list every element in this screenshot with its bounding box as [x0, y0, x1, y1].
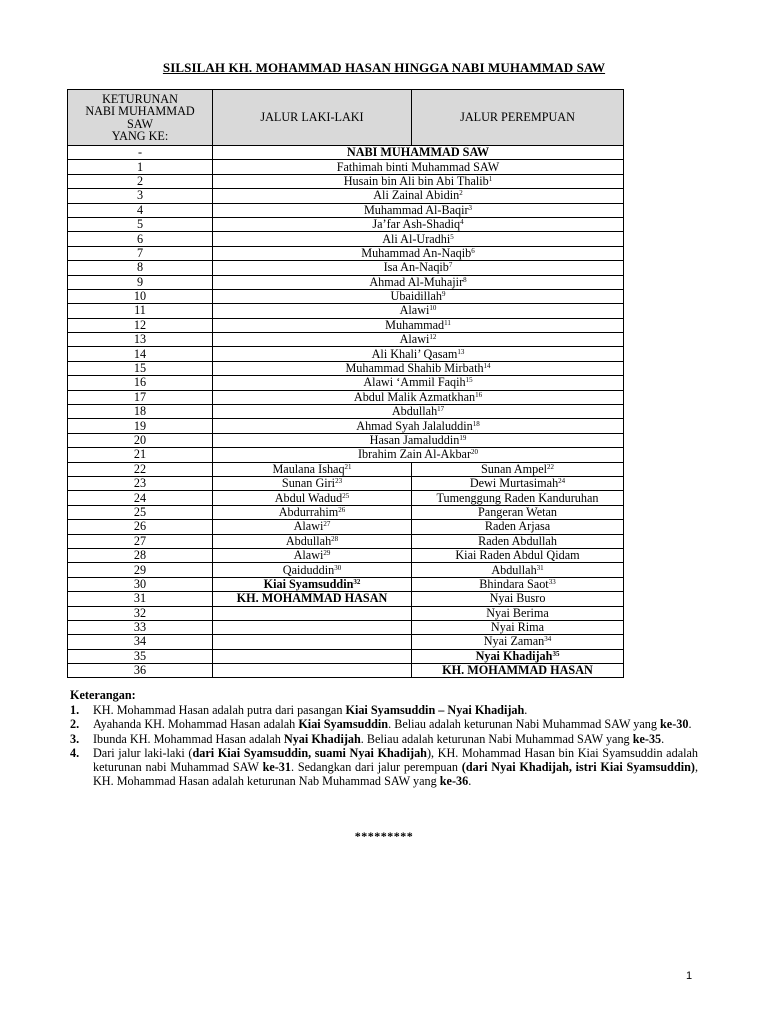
- female-line-name: KH. MOHAMMAD HASAN: [412, 664, 624, 678]
- ancestor-name: Ali Zainal Abidin$^2$: [213, 189, 624, 203]
- table-row: [68, 203, 624, 217]
- notes-section: [70, 688, 698, 788]
- table-row: [68, 333, 624, 347]
- female-line-name: Sunan Ampel$^{22}$: [412, 462, 624, 476]
- descendant-number: 3: [68, 189, 213, 203]
- ancestor-name: Abdul Malik Azmatkhan$^{16}$: [213, 390, 624, 404]
- ancestor-name: Ibrahim Zain Al-Akbar$^{20}$: [213, 448, 624, 462]
- table-row: [68, 246, 624, 260]
- table-row: [68, 405, 624, 419]
- footnote-ref: 24: [558, 477, 566, 486]
- descendant-number: 28: [68, 548, 213, 562]
- footnote-ref: 23: [335, 477, 343, 486]
- footnote-ref: 7: [448, 261, 453, 270]
- table-row: [68, 361, 624, 375]
- note-number: 3.: [70, 731, 80, 746]
- footnote-ref: 4: [460, 218, 464, 227]
- header-line: SAW: [126, 116, 154, 131]
- descendant-number: 11: [68, 304, 213, 318]
- table-row: [68, 304, 624, 318]
- footnote-ref: 26: [338, 505, 346, 514]
- footnote-ref: 21: [344, 462, 352, 471]
- header-descendant-number: [68, 90, 213, 146]
- female-line-name: Nyai Khadijah$^{35}$: [412, 649, 624, 663]
- male-line-name: Abdul Wadud$^{25}$: [213, 491, 412, 505]
- table-row: [68, 217, 624, 231]
- footnote-ref: 27: [323, 520, 331, 529]
- female-line-name: Raden Arjasa: [412, 520, 624, 534]
- table-row: [68, 606, 624, 620]
- female-line-name: Dewi Murtasimah$^{24}$: [412, 476, 624, 490]
- footnote-ref: 5: [450, 232, 454, 241]
- descendant-number: 33: [68, 620, 213, 634]
- female-line-name: Kiai Raden Abdul Qidam: [412, 548, 624, 562]
- footnote-ref: 16: [475, 390, 483, 399]
- header-line: YANG KE:: [111, 129, 169, 143]
- descendant-number: 1: [68, 160, 213, 174]
- descendant-number: 26: [68, 520, 213, 534]
- header-line: KETURUNAN: [102, 91, 178, 106]
- end-marker: *********: [354, 829, 414, 843]
- footnote-ref: 6: [471, 246, 475, 255]
- footnote-ref: 20: [471, 448, 479, 457]
- descendant-number: 23: [68, 476, 213, 490]
- footnote-ref: 22: [547, 462, 554, 471]
- note-text: KH. Mohammad Hasan adalah putra dari pasangan Kiai Syamsuddin – Nyai Khadijah.: [93, 703, 528, 718]
- footnote-ref: 33: [548, 577, 556, 586]
- table-row: [68, 491, 624, 505]
- male-line-name: Alawi$^{27}$: [213, 520, 412, 534]
- male-line-name: Kiai Syamsuddin$^{32}$: [213, 577, 412, 591]
- ancestor-name: Ahmad Al-Muhajir$^8$: [213, 275, 624, 289]
- descendant-number: 34: [68, 635, 213, 649]
- table-row: [68, 261, 624, 275]
- ancestor-name: Hasan Jamaluddin$^{19}$: [213, 433, 624, 447]
- male-line-name: Sunan Giri$^{23}$: [213, 476, 412, 490]
- male-line-name: Maulana Ishaq$^{21}$: [213, 462, 412, 476]
- descendant-number: 20: [68, 433, 213, 447]
- descendant-number: 10: [68, 289, 213, 303]
- footnote-ref: 35: [552, 649, 560, 658]
- table-row: [68, 189, 624, 203]
- table-row: [68, 275, 624, 289]
- header-line: NABI MUHAMMAD: [85, 104, 195, 118]
- table-row: [68, 318, 624, 332]
- ancestor-name: Ali Al-Uradhi$^5$: [213, 232, 624, 246]
- footnote-ref: 9: [441, 290, 446, 299]
- footnote-ref: 30: [334, 563, 342, 572]
- table-row: [68, 620, 624, 634]
- descendant-number: -: [68, 146, 213, 160]
- ancestor-name: Muhammad$^{11}$: [213, 318, 624, 332]
- table-row: [68, 232, 624, 246]
- female-line-name: Nyai Busro: [412, 592, 624, 606]
- female-line-name: Tumenggung Raden Kanduruhan: [412, 491, 624, 505]
- note-item: [70, 717, 698, 731]
- descendant-number: 35: [68, 649, 213, 663]
- female-line-name: Abdullah$^{31}$: [412, 563, 624, 577]
- table-row: [68, 174, 624, 188]
- descendant-number: 17: [68, 390, 213, 404]
- descendant-number: 30: [68, 577, 213, 591]
- male-line-name: Qaiduddin$^{30}$: [213, 563, 412, 577]
- male-line-name: [213, 620, 412, 634]
- footnote-ref: 29: [323, 549, 331, 558]
- footnote-ref: 8: [463, 275, 467, 284]
- footnote-ref: 13: [457, 347, 465, 356]
- descendant-number: 15: [68, 361, 213, 375]
- footnote-ref: 28: [331, 534, 339, 543]
- note-number: 2.: [70, 717, 80, 732]
- ancestor-name: Muhammad An-Naqib$^6$: [213, 246, 624, 260]
- table-row: [68, 520, 624, 534]
- descendant-number: 22: [68, 462, 213, 476]
- ancestor-name: Ahmad Syah Jalaluddin$^{18}$: [213, 419, 624, 433]
- descendant-number: 8: [68, 261, 213, 275]
- note-number: 4.: [70, 745, 80, 760]
- descendant-number: 24: [68, 491, 213, 505]
- note-text: Ibunda KH. Mohammad Hasan adalah Nyai Khadijah. Beliau adalah keturunan Nabi Muhammad SAW yang ke-35.: [93, 731, 665, 746]
- footnote-ref: 10: [429, 304, 437, 313]
- table-row: [68, 462, 624, 476]
- ancestor-name: Alawi ‘Ammil Faqih$^{15}$: [213, 376, 624, 390]
- page-number: 1: [686, 970, 693, 982]
- male-line-name: Abdullah$^{28}$: [213, 534, 412, 548]
- male-line-name: [213, 649, 412, 663]
- footnote-ref: 17: [437, 405, 445, 414]
- descendant-number: 36: [68, 664, 213, 678]
- female-line-name: Nyai Berima: [412, 606, 624, 620]
- male-line-name: [213, 606, 412, 620]
- footnote-ref: 31: [536, 563, 544, 572]
- table-row: [68, 433, 624, 447]
- table-row: [68, 664, 624, 678]
- table-row: [68, 146, 624, 160]
- descendant-number: 12: [68, 318, 213, 332]
- notes-heading: Keterangan:: [70, 688, 136, 702]
- ancestor-name: Muhammad Shahib Mirbath$^{14}$: [213, 361, 624, 375]
- table-row: [68, 649, 624, 663]
- table-row: [68, 548, 624, 562]
- footnote-ref: 1: [488, 174, 493, 183]
- descendant-number: 6: [68, 232, 213, 246]
- footnote-ref: 12: [429, 333, 437, 342]
- descendant-number: 7: [68, 246, 213, 260]
- table-row: [68, 635, 624, 649]
- ancestor-name: Ubaidillah$^9$: [213, 289, 624, 303]
- female-line-name: Nyai Zaman$^{34}$: [412, 635, 624, 649]
- descendant-number: 16: [68, 376, 213, 390]
- female-line-name: Bhindara Saot$^{33}$: [412, 577, 624, 591]
- table-row: [68, 160, 624, 174]
- footnote-ref: 19: [459, 434, 467, 442]
- table-row: [68, 476, 624, 490]
- descendant-number: 32: [68, 606, 213, 620]
- table-row: [68, 563, 624, 577]
- female-line-name: Raden Abdullah: [412, 534, 624, 548]
- note-number: 1.: [70, 703, 80, 718]
- descendant-number: 31: [68, 592, 213, 606]
- table-row: [68, 534, 624, 548]
- descendant-number: 13: [68, 333, 213, 347]
- descendant-number: 9: [68, 275, 213, 289]
- table-row: [68, 592, 624, 606]
- female-line-name: Nyai Rima: [412, 620, 624, 634]
- descendant-number: 4: [68, 203, 213, 217]
- ancestor-name: Alawi$^{10}$: [213, 304, 624, 318]
- note-item: [70, 703, 698, 717]
- male-line-name: [213, 664, 412, 678]
- note-text: Ayahanda KH. Mohammad Hasan adalah Kiai Syamsuddin. Beliau adalah keturunan Nabi Muhammad SAW yang ke-30.: [93, 717, 692, 732]
- ancestor-name: NABI MUHAMMAD SAW: [213, 146, 624, 160]
- note-item: [70, 732, 698, 746]
- descendant-number: 19: [68, 419, 213, 433]
- descendant-number: 18: [68, 405, 213, 419]
- header-male-line: JALUR LAKI-LAKI: [213, 90, 412, 146]
- header-female-line: JALUR PEREMPUAN: [412, 90, 624, 146]
- table-row: [68, 289, 624, 303]
- table-row: [68, 419, 624, 433]
- ancestor-name: Fathimah binti Muhammad SAW: [213, 160, 624, 174]
- footnote-ref: 14: [483, 362, 491, 371]
- ancestor-name: Alawi$^{12}$: [213, 333, 624, 347]
- descendant-number: 27: [68, 534, 213, 548]
- ancestor-name: Isa An-Naqib$^7$: [213, 261, 624, 275]
- footnote-ref: 25: [342, 491, 350, 500]
- male-line-name: [213, 635, 412, 649]
- genealogy-table: [67, 89, 624, 678]
- descendant-number: 2: [68, 174, 213, 188]
- male-line-name: Alawi$^{29}$: [213, 548, 412, 562]
- female-line-name: Pangeran Wetan: [412, 505, 624, 519]
- ancestor-name: Ja’far Ash-Shadiq$^4$: [213, 217, 624, 231]
- footnote-ref: 2: [459, 189, 463, 198]
- footnote-ref: 3: [468, 203, 473, 212]
- ancestor-name: Abdullah$^{17}$: [213, 405, 624, 419]
- note-item: [70, 746, 698, 789]
- ancestor-name: Husain bin Ali bin Abi Thalib$^1$: [213, 174, 624, 188]
- note-text: Dari jalur laki-laki (dari Kiai Syamsuddin, suami Nyai Khadijah), KH. Mohammad Hasan bin Kiai Syamsuddin adalah keturunan nabi Muhammad SAW ke-31. Sedangkan dari jalur perempuan (dari Nyai Khadijah, istri Kiai Syamsuddin), KH. Mohammad Hasan adalah keturunan Nab Muhammad SAW yang ke-36.: [93, 745, 698, 789]
- table-row: [68, 577, 624, 591]
- ancestor-name: Ali Khali’ Qasam$^{13}$: [213, 347, 624, 361]
- footnote-ref: 11: [444, 318, 451, 327]
- table-row: [68, 448, 624, 462]
- footnote-ref: 18: [472, 419, 480, 428]
- table-row: [68, 505, 624, 519]
- table-header-row: [68, 90, 624, 146]
- male-line-name: Abdurrahim$^{26}$: [213, 505, 412, 519]
- descendant-number: 21: [68, 448, 213, 462]
- table-row: [68, 347, 624, 361]
- descendant-number: 14: [68, 347, 213, 361]
- document-title: SILSILAH KH. MOHAMMAD HASAN HINGGA NABI MUHAMMAD SAW: [162, 60, 606, 75]
- footnote-ref: 32: [353, 577, 361, 586]
- descendant-number: 5: [68, 217, 213, 231]
- male-line-name: KH. MOHAMMAD HASAN: [213, 592, 412, 606]
- footnote-ref: 34: [544, 635, 552, 644]
- footnote-ref: 15: [465, 376, 473, 385]
- descendant-number: 25: [68, 505, 213, 519]
- table-row: [68, 390, 624, 404]
- table-row: [68, 376, 624, 390]
- ancestor-name: Muhammad Al-Baqir$^3$: [213, 203, 624, 217]
- descendant-number: 29: [68, 563, 213, 577]
